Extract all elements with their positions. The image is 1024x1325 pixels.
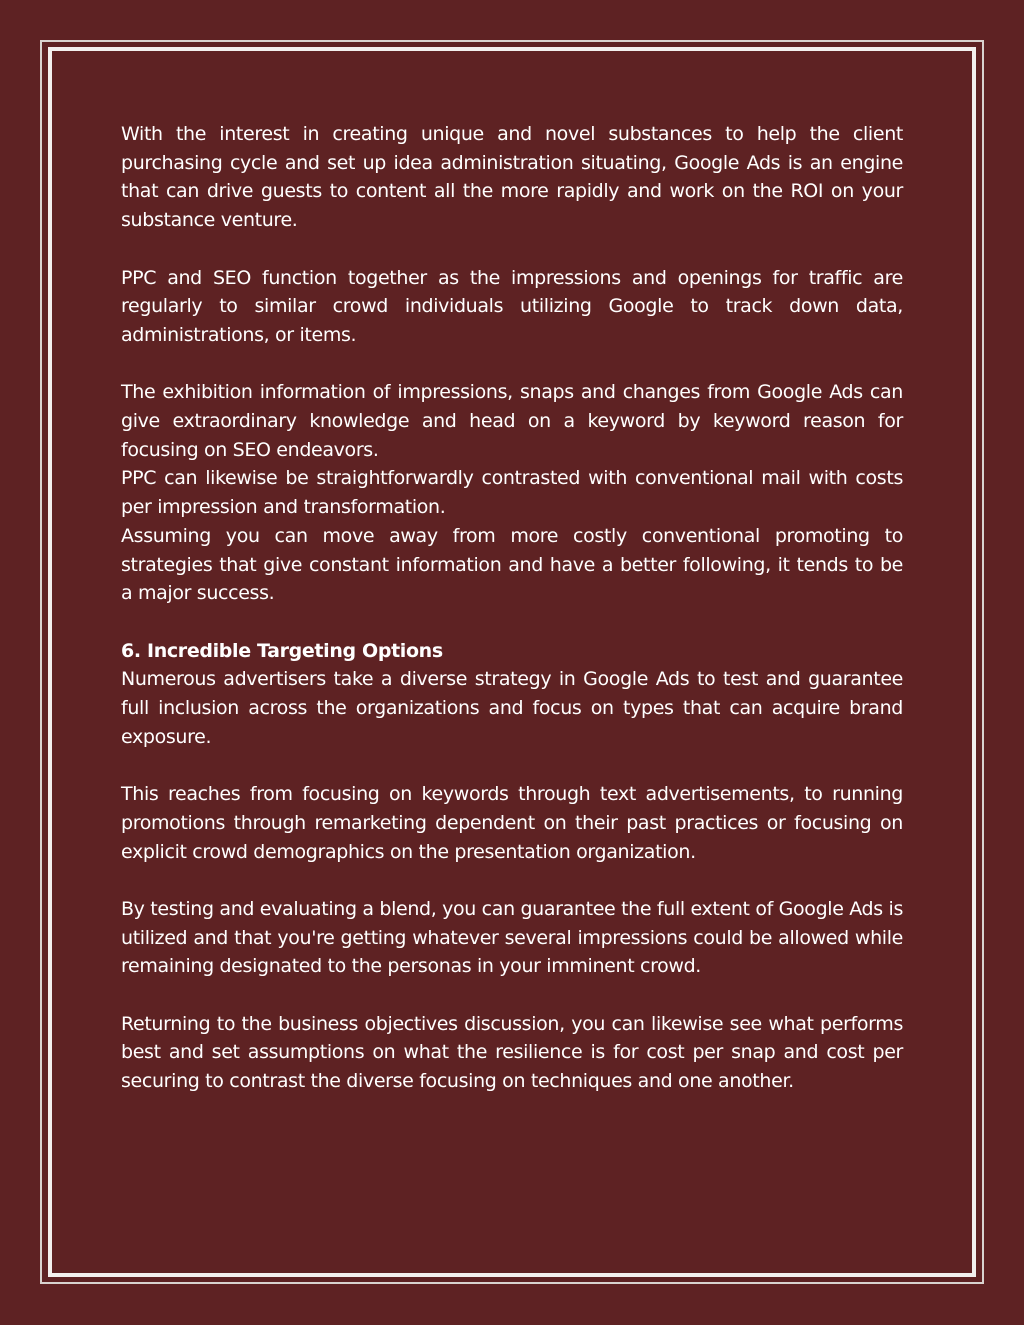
- paragraph: Assuming you can move away from more costly conventional promoting to strategies that give constant information and have a better following, it tends to be a major success.: [121, 524, 903, 605]
- paragraph: PPC and SEO function together as the impressions and openings for traffic are regularly to similar crowd individuals utilizing Google to track down data, administrations, or items.: [121, 266, 903, 346]
- paragraph: Numerous advertisers take a diverse strategy in Google Ads to test and guarantee full inclusion across the organizations and focus on types that can acquire brand exposure.: [121, 668, 903, 748]
- section-heading: 6. Incredible Targeting Options: [121, 639, 443, 662]
- paragraph: Returning to the business objectives discussion, you can likewise see what performs best and set assumptions on what the resilience is for cost per snap and cost per securing to contrast the diverse focusing on techniques and one another.: [121, 1012, 903, 1093]
- paragraph: The exhibition information of impressions, snaps and changes from Google Ads can give extraordinary knowledge and head on a keyword by keyword reason for focusing on SEO endeavors.: [121, 381, 903, 461]
- document-body: [121, 120, 903, 1096]
- paragraph: This reaches from focusing on keywords through text advertisements, to running promotions through remarketing dependent on their past practices or focusing on explicit crowd demographics on the presentation organization.: [121, 783, 903, 863]
- paragraph: With the interest in creating unique and novel substances to help the client purchasing cycle and set up idea administration situating, Google Ads is an engine that can drive guests to content all the more rapidly and work on the ROI on your substance venture.: [121, 123, 903, 232]
- paragraph: By testing and evaluating a blend, you can guarantee the full extent of Google Ads is utilized and that you're getting whatever several impressions could be allowed while remaining designated to the personas in your imminent crowd.: [121, 897, 903, 978]
- paragraph: PPC can likewise be straightforwardly contrasted with conventional mail with costs per impression and transformation.: [121, 467, 903, 519]
